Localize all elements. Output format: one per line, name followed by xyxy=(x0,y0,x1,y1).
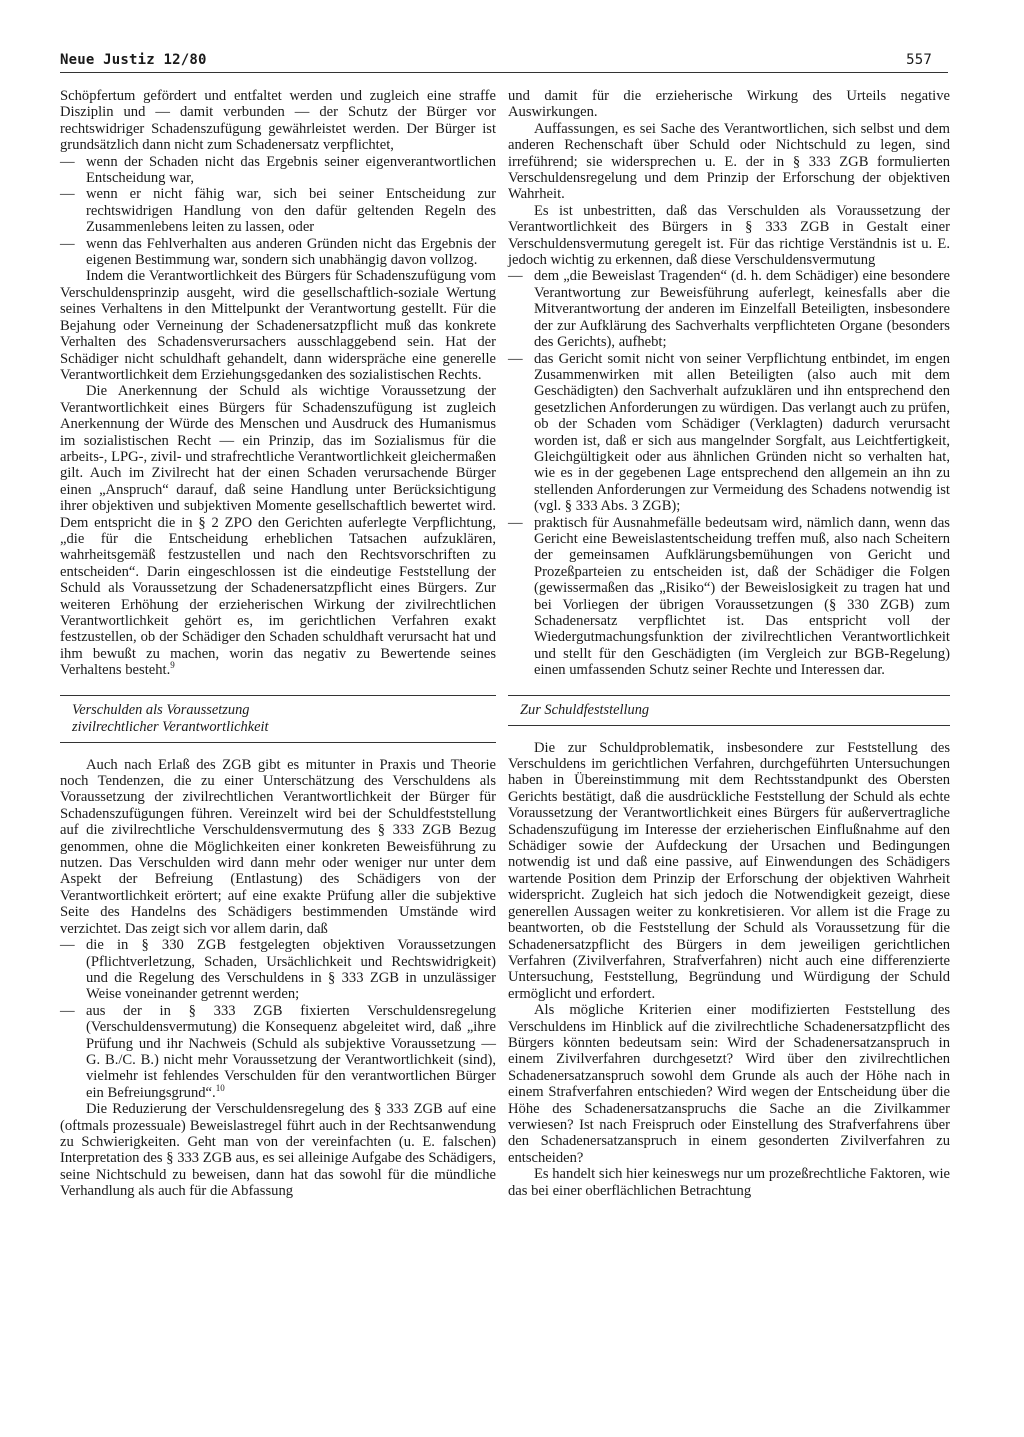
page-number: 557 xyxy=(906,52,932,68)
list-item: — wenn der Schaden nicht das Ergebnis seiner eigenverantwortlichen Entscheidung war, xyxy=(60,154,496,187)
list-item: — dem „die Beweislast Tragenden“ (d. h. dem Schädiger) eine besondere Verantwortung zur Beweisführung auferlegt, keinesfalls aber die Mitverantwortung der anderen im Einzelfall Beteiligten, insbesondere der zur Aufklärung des Sachverhalts verpflichteten Organe (besonders des Gerichts), aufhebt; xyxy=(508,268,950,350)
dash-list xyxy=(508,268,950,678)
section-heading-line: Verschulden als Voraussetzung xyxy=(72,701,250,718)
paragraph: Auffassungen, es sei Sache des Verantwortlichen, sich selbst und dem anderen Rechenschaft über Schuld oder Nichtschuld zu legen, sind irreführend; sie widersprechen u. E. der in § 333 ZGB formulierten Verschuldensregelung und dem Prinzip der Erforschung der objektiven Wahrheit. xyxy=(508,120,950,203)
journal-title: Neue Justiz 12/80 xyxy=(60,52,207,68)
paragraph xyxy=(60,383,496,678)
list-item: — wenn das Fehlverhalten aus anderen Gründen nicht das Ergebnis der eigenen Bestimmung war, sondern sich unabhängig davon vollzog. xyxy=(60,236,496,269)
header-rule xyxy=(60,72,948,73)
paragraph: Die zur Schuldproblematik, insbesondere zur Feststellung des Verschuldens im gerichtlichen Verfahren, durchgeführten Untersuchungen haben in Übereinstimmung mit dem Rechtsstandpunkt des Obersten Gerichts bestätigt, daß die ausdrückliche Feststellung der Schuld als echte Voraussetzung der Verantwortlichkeit eines Bürgers für außervertragliche Schadenszufügung im Interesse der erzieherischen Einflußnahme auf den Schädiger sowie der Aufdeckung der Ursachen und Bedingungen notwendig ist und daß eine passive, auf Einwendungen des Schädigers wartende Position dem Prinzip der Erforschung der objektiven Wahrheit widerspricht. Zugleich hat sich jedoch die Notwendigkeit gezeigt, diese generellen Aussagen weiter zu konkretisieren. Vor allem ist die Frage zu beantworten, ob die Feststellung der Schuld als Voraussetzung für die Schadenersatzpflicht des Bürgers in dem jeweiligen gerichtlichen Verfahren (Zivilverfahren, Strafverfahren) nicht auch eine differenzierte Untersuchung, Feststellung, Begründung und Würdigung der Schuld ermöglicht und erfordert. xyxy=(508,739,950,1002)
dash-list xyxy=(60,154,496,269)
dash-list xyxy=(60,937,496,1101)
paragraph: Auch nach Erlaß des ZGB gibt es mitunter in Praxis und Theorie noch Tendenzen, die zu einer Unterschätzung des Verschuldens als Voraussetzung der zivilrechtlichen Verantwortlichkeit der Bürger für Schadenszufügungen führen. Vereinzelt wird bei der Schuldfeststellung auf die zivilrechtliche Verschuldensvermutung des § 333 ZGB Bezug genommen, ohne die Möglichkeiten einer konkreten Beweisführung zu nutzen. Das Verschulden wird dann mehr oder weniger nur unter dem Aspekt der Befreiung (Entlastung) des Schädigers von der Verantwortlichkeit erörtert; auf eine exakte Prüfung aller die subjektive Seite des Handelns des Schädigers bestimmenden Umstände wird verzichtet. Das zeigt sich vor allem darin, daß xyxy=(60,756,496,937)
paragraph: Die Reduzierung der Verschuldensregelung des § 333 ZGB auf eine (oftmals prozessuale) Beweislastregel führt auch in der Rechtsanwendung zu Schwierigkeiten. Geht man von der vereinfachten (u. E. falschen) Interpretation des § 333 ZGB aus, es sei alleinige Aufgabe des Schädigers, seine Nichtschuld zu beweisen, dann hat das sowohl für die mündliche Verhandlung als auch für die Abfassung xyxy=(60,1101,496,1200)
paragraph: Es handelt sich hier keineswegs nur um prozeßrechtliche Faktoren, wie das bei einer oberflächlichen Betrachtung xyxy=(508,1166,950,1199)
paragraph-text: Die Anerkennung der Schuld als wichtige Voraussetzung der Verantwortlichkeit eines Bürgers für Schadenszufügung ist zugleich Anerkennung der Würde des Menschen und Ausdruck des Humanismus im sozialistischen Recht — ein Prinzip, das im Sozialismus für die arbeits-, LPG-, zivil- und strafrechtliche Verantwortlichkeit gleichermaßen gilt. Auch im Zivilrecht hat der einen Schaden verursachende Bürger einen „Anspruch“ darauf, daß seine Handlung unter Berücksichtigung ihrer objektiven und subjektiven Momente gesellschaftlich bewertet wird. Dem entspricht die in § 2 ZPO den Gerichten auferlegte Verpflichtung, „die für die Entscheidung erheblichen Tatsachen aufzuklären, wahrheitsgemäß festzustellen und nach den Rechtsvorschriften zu entscheiden“. Darin eingeschlossen ist die eindeutige Feststellung der Schuld als Voraussetzung der Schadenersatzpflicht eines Bürgers. Zur weiteren Erhöhung der erzieherischen Wirkung der zivilrechtlichen Verantwortlichkeit gehört es, im gerichtlichen Verfahren exakt festzustellen, ob der Schädiger den Schaden schuldhaft verursacht hat und ihm bewußt zu machen, worin das negativ zu Bewertende seines Verhaltens besteht. xyxy=(60,383,496,679)
paragraph: und damit für die erzieherische Wirkung des Urteils negative Auswirkungen. xyxy=(508,88,950,121)
footnote-ref-10: 10 xyxy=(215,1082,225,1093)
list-item: — wenn er nicht fähig war, sich bei seiner Entscheidung zur rechtswidrigen Handlung von den dafür geltenden Regeln des Zusammenlebens leiten zu lassen, oder xyxy=(60,186,496,235)
list-item: — die in § 330 ZGB festgelegten objektiven Voraussetzungen (Pflichtverletzung, Schaden, Ursächlichkeit und Rechtswidrigkeit) und die Regelung des Verschuldens in § 333 ZGB in unzulässiger Weise voneinander getrennt werden; xyxy=(60,937,496,1003)
paragraph: Indem die Verantwortlichkeit des Bürgers für Schadenszufügung vom Verschuldensprinzip ausgeht, wird die gesellschaftlich-soziale Wertung seines Verhaltens in den Mittelpunkt der Verantwortung gestellt. Für die Bejahung oder Verneinung der Schadenersatzpflicht muß das konkrete Verhalten des Schadensverursachers ausschlaggebend sein. Hat der Schädiger nicht schuldhaft gehandelt, dann widerspräche eine generelle Verantwortlichkeit dem Erziehungsgedanken des sozialistischen Rechts. xyxy=(60,268,496,383)
paragraph: Als mögliche Kriterien einer modifizierten Feststellung des Verschuldens im Hinblick auf die zivilrechtliche Schadenersatzpflicht des Bürgers könnten bedeutsam sein: Wird der Schadenersatzanspruch in einem Zivilverfahren durchgesetzt? Wird über den zivilrechtlichen Schadenersatzanspruch sowohl dem Grunde als auch der Höhe nach in einem Strafverfahren entschieden? Wird wegen der Entscheidung über die Höhe des Schadenersatzanspruchs die Sache an die Zivilkammer verwiesen? Ist nach Freispruch oder Einstellung des Strafverfahrens über den Schadenersatzanspruch in einem gesonderten Zivilverfahren zu entscheiden? xyxy=(508,1002,950,1166)
section-heading: Zur Schuldfeststellung xyxy=(508,695,950,726)
footnote-ref-9: 9 xyxy=(170,660,175,671)
paragraph: Schöpfertum gefördert und entfaltet werden und zugleich eine straffe Disziplin und — damit verbunden — der Schutz der Bürger vor rechtswidriger Schadenszufügung gewährleistet werden. Der Bürger ist grundsätzlich dann nicht zum Schadenersatz verpflichtet, xyxy=(60,88,496,154)
list-item: — praktisch für Ausnahmefälle bedeutsam wird, nämlich dann, wenn das Gericht eine Beweislastentscheidung treffen muß, also nach Scheitern der gemeinsamen Aufklärungsbemühungen von Gericht und Prozeßparteien zu entscheiden ist, daß der Schädiger die Folgen (gewissermaßen das „Risiko“) der Beweislosigkeit zu tragen hat und bei Vorliegen der übrigen Voraussetzungen (§ 330 ZGB) zum Schadenersatz verpflichtet ist. Das entspricht voll der Wiedergutmachungsfunktion der zivilrechtlichen Verantwortlichkeit und stellt für den Geschädigten (im Vergleich zur BGB-Regelung) einen umfassenden Schutz seiner Rechte und Interessen dar. xyxy=(508,515,950,679)
list-item xyxy=(60,1003,496,1101)
left-column xyxy=(60,88,496,1200)
list-item-text: aus der in § 333 ZGB fixierten Verschuldensregelung (Verschuldensvermutung) die Konsequenz abgeleitet wird, daß „ihre Prüfung und ihr Nachweis (Schuld als subjektive Voraussetzung — G. B./C. B.) nicht mehr Voraussetzung der Verantwortlichkeit (sind), vielmehr ist fehlendes Verschulden für den verantwortlichen Bürger ein Befreiungsgrund“. xyxy=(86,1002,496,1101)
list-item: — das Gericht somit nicht von seiner Verpflichtung entbindet, im engen Zusammenwirken mit allen Beteiligten (also auch mit dem Geschädigten) den Sachverhalt aufzuklären und ihn entsprechend den gesetzlichen Anforderungen zu würdigen. Das verlangt auch zu prüfen, ob der Schaden vom Schädiger (Verklagten) dadurch verursacht worden ist, daß er sich aus mangelnder Sorgfalt, aus Leichtfertigkeit, Gleichgültigkeit oder aus ähnlichen Gründen nicht so verhalten hat, wie es in der gegebenen Lage entsprechend den allgemein an ihn zu stellenden Anforderungen zur Vermeidung des Schadens notwendig ist (vgl. § 333 Abs. 3 ZGB); xyxy=(508,351,950,515)
paragraph: Es ist unbestritten, daß das Verschulden als Voraussetzung der Verantwortlichkeit des Bürgers in § 333 ZGB in Gestalt einer Verschuldensvermutung geregelt ist. Für das richtige Verständnis ist u. E. jedoch wichtig zu erkennen, daß diese Verschuldensvermutung xyxy=(508,202,950,269)
section-heading-line: zivilrechtlicher Verantwortlichkeit xyxy=(72,718,269,735)
right-column xyxy=(508,88,950,1199)
section-heading xyxy=(60,695,496,743)
